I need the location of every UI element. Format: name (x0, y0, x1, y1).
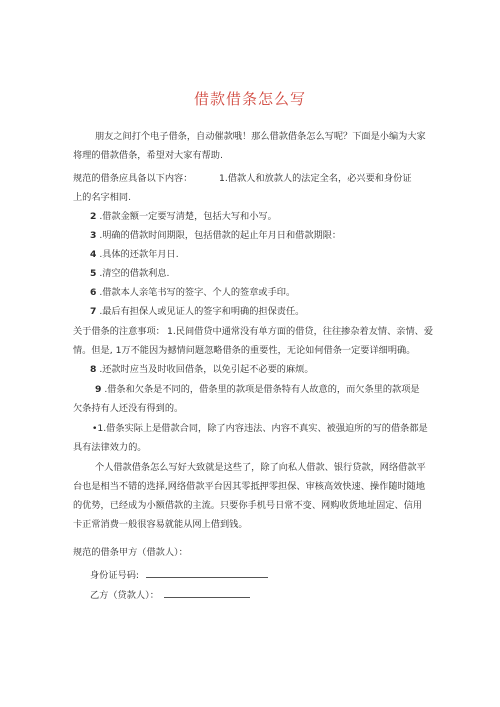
list-item-text: .具体的还款年月日. (99, 249, 179, 260)
list-item-text: .清空的借款利息. (99, 268, 170, 279)
list-item (90, 287, 295, 299)
list-item-number: 6 (90, 287, 97, 298)
item-1: 1.借款人和放款人的法定全名，必兴要和身份证 (219, 173, 412, 184)
summary-line-3: 的优势，已经成为小额借款的主流。只要你手机号日常不变、网购收货地址固定、信用 (73, 500, 423, 511)
list-item-text: .借款金额一定要写清楚，包括大写和小写。 (99, 211, 277, 222)
list-item-text: .借条和欠条是不同的，借条里的款项是借条特有人故意的，而欠条里的款项是 (104, 384, 420, 395)
note-1: 1.民间借贷中通常没有单方面的借贷，往往掺杂着友情、亲情、爱 (167, 326, 434, 337)
id-number-row (90, 568, 268, 582)
list-item (90, 230, 341, 242)
summary-line-2: 台也是相当不错的选择,网络借款平台因其零抵押零担保、审核高效快速、操作随时随地 (73, 481, 426, 492)
elements-intro: 规范的借条应具备以下内容： (73, 173, 193, 184)
list-item-text: .还款时应当及时收回借条，以免引起不必要的麻烦。 (99, 364, 314, 375)
list-item-number: 9 (95, 384, 102, 395)
document-title: 借款借条怎么写 (193, 90, 306, 108)
list-item-text: .借款本人亲笔书写的签字、个人的签章或手印。 (99, 287, 296, 298)
list-item (90, 249, 179, 261)
party-b-blank (164, 588, 250, 598)
list-item (95, 384, 420, 396)
note-10: •1.借条实际上是借款合同，除了内容违法、内容不真实、被强迫所的写的借条都是 (92, 423, 428, 434)
id-number-blank (146, 568, 268, 578)
list-item-text: .明确的借款时间期限，包括借款的起止年月日和借款期限： (99, 230, 342, 241)
notes-intro: 关于借条的注意事项： (73, 326, 165, 337)
form-title: 规范的借条甲方（借款人）： (73, 547, 188, 558)
list-item-number: 4 (90, 249, 97, 260)
note-9-continued: 欠条持有人还没有得到的。 (73, 403, 184, 414)
list-item-number: 2 (90, 211, 97, 222)
note-10-continued: 具有法律效力的。 (73, 442, 147, 453)
list-item-text: .最后有担保人或见证人的签字和明确的担保责任。 (99, 306, 305, 317)
party-b-row (90, 588, 250, 602)
list-item (90, 268, 169, 280)
summary-line-1: 个人借款借条怎么写好大致就是这些了，除了向私人借款、银行贷款，网络借款平 (95, 462, 426, 473)
item-1-continued: 上的名字相同. (73, 192, 132, 203)
intro-line-2: 将理的借款借条，希望对大家有帮助. (73, 150, 223, 161)
list-item-number: 8 (90, 364, 97, 375)
intro-line-1: 朋友之间打个电子借条，自动催款哦！那么借款借条怎么写呢？下面是小编为大家 (95, 131, 426, 142)
list-item-number: 5 (90, 268, 97, 279)
list-item-number: 7 (90, 306, 97, 317)
list-item-number: 3 (90, 230, 97, 241)
note-1-continued: 情。但是, 1万不能因为撼情问题忽略借条的重要性，无论如何借条一定要详细明确。 (73, 345, 416, 356)
list-item (90, 211, 277, 223)
summary-line-4: 卡正常消费一般很容易就能从网上借到钱。 (73, 519, 248, 530)
party-b-label: 乙方（贷款人）： (90, 590, 159, 601)
list-item (90, 364, 314, 376)
id-number-label: 身份证号码: (90, 570, 140, 581)
list-item (90, 306, 304, 318)
